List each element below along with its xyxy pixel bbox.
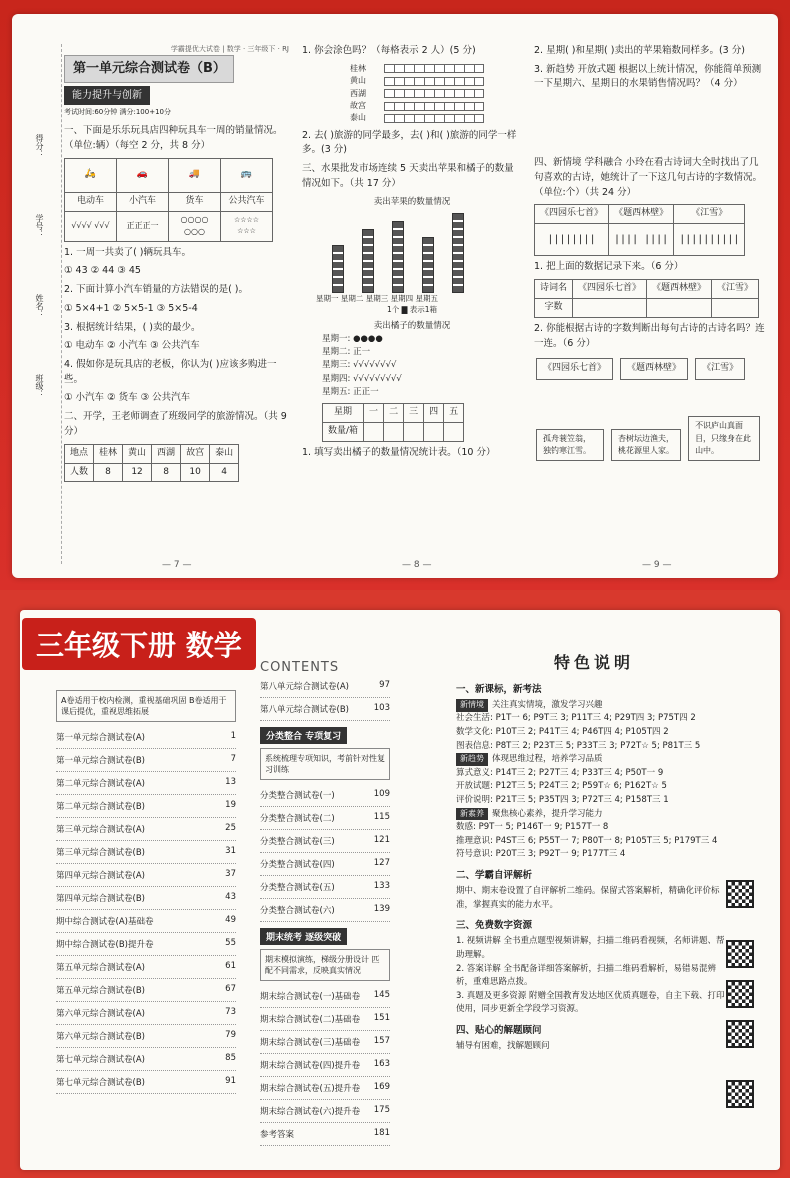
travel-cell: 12 <box>123 463 152 482</box>
toy-tally: 正正正一 <box>117 211 169 241</box>
toc-row[interactable] <box>260 1008 390 1031</box>
p8-sub-q3: 1. 填写卖出橘子的数量情况统计表。（10 分） <box>302 446 496 458</box>
toc-entry-title: 期末综合测试卷(三)基础卷 <box>260 1038 361 1048</box>
toc-entry-page: 37 <box>225 869 236 879</box>
toc-class-list <box>260 784 390 922</box>
feat-tag: 新情境 <box>456 699 488 712</box>
toc-entry-page: 169 <box>373 1082 390 1092</box>
toc-entry-title: 第七单元综合测试卷(A) <box>56 1055 145 1065</box>
toc-entry-title: 分类整合测试卷(五) <box>260 883 335 893</box>
travel-header: 西湖 <box>152 444 181 463</box>
toc-entry-title: 期中综合测试卷(A)基础卷 <box>56 917 154 927</box>
question-4: 四、新情境 学科融合 小玲在看古诗词大全时找出了几句喜欢的古诗，她统计了一下这几句古诗的字数情况。（单位:个）（共 24 分） <box>534 157 763 198</box>
toc-row[interactable] <box>56 841 236 864</box>
toc-entry-page: 49 <box>225 915 236 925</box>
toc-row[interactable] <box>260 1054 390 1077</box>
toc-entry-page: 175 <box>373 1105 390 1115</box>
apple-bar <box>452 213 464 293</box>
sub-q3-options: ① 电动车 ② 小汽车 ③ 公共汽车 <box>64 340 200 352</box>
question-2: 二、开学，王老师调查了班级同学的旅游情况。（共 9 分） <box>64 411 287 437</box>
exam-spread <box>12 14 778 578</box>
toy-tally: ○○○○ ○○○ <box>169 211 221 241</box>
feat-line <box>456 726 732 740</box>
qr-code-icon[interactable] <box>726 940 754 968</box>
orange-line: 星期五: 正正一 <box>322 386 379 397</box>
toc-row[interactable] <box>56 1002 236 1025</box>
toc-entry-page: 91 <box>225 1076 236 1086</box>
toc-entry-page: 97 <box>379 680 390 690</box>
header-small: 学霸提优大试卷 | 数学 · 三年级下 · RJ <box>170 45 289 53</box>
feat-item: 2. 答案详解 全书配备详细答案解析，扫描二维码看解析，易错易混辨析，重难思路点拨。 <box>456 963 717 988</box>
toc-entry-title: 第八单元综合测试卷(B) <box>260 705 349 715</box>
record-header: 《江雪》 <box>712 279 759 298</box>
toc-entry-title: 第四单元综合测试卷(A) <box>56 871 145 881</box>
toc-entry-page: 13 <box>225 777 236 787</box>
orange-line: 星期四: √√√√√√√√√ <box>322 373 402 384</box>
travel-cell: 10 <box>181 463 210 482</box>
travel-header: 黄山 <box>123 444 152 463</box>
toc-entry-title: 分类整合测试卷(三) <box>260 837 335 847</box>
toc-entry-title: 第五单元综合测试卷(A) <box>56 963 145 973</box>
electric-car-icon: 🛵 <box>65 158 117 192</box>
poem-tally: |||| |||| <box>609 224 674 256</box>
travel-cell: 8 <box>152 463 181 482</box>
toc-row[interactable] <box>260 807 390 830</box>
toc-entry-page: 55 <box>225 938 236 948</box>
toc-row[interactable] <box>56 818 236 841</box>
car-icon: 🚗 <box>117 158 169 192</box>
orange-cell: 数量/箱 <box>323 422 364 441</box>
place-label: 故宫 <box>350 100 366 110</box>
toc-entry-page: 121 <box>373 835 390 845</box>
page-7 <box>64 44 289 486</box>
p9-sub-q4: 2. 你能根据古诗的字数判断出每句古诗的古诗名吗？连一连。（6 分） <box>534 322 765 349</box>
orange-cell[interactable] <box>444 422 464 441</box>
qr-code-icon[interactable] <box>726 980 754 1008</box>
toc-entry-page: 133 <box>373 881 390 891</box>
travel-cell: 4 <box>210 463 239 482</box>
qr-code-icon[interactable] <box>726 880 754 908</box>
toc-entry-page: 19 <box>225 800 236 810</box>
toc-row[interactable] <box>260 698 390 721</box>
orange-line: 星期三: √√√√√√√√ <box>322 360 397 371</box>
toc-entry-page: 163 <box>373 1059 390 1069</box>
verse-options <box>534 413 766 464</box>
feat-line <box>456 808 732 822</box>
qr-code-icon[interactable] <box>726 1080 754 1108</box>
toy-tally: ☆☆☆☆ ☆☆☆ <box>221 211 273 241</box>
toc-entry-title: 第四单元综合测试卷(B) <box>56 894 145 904</box>
orange-cell[interactable] <box>424 422 444 441</box>
poem-tally: |||||||||| <box>674 224 745 256</box>
sub-q1: 1. 一周一共卖了( )辆玩具车。 <box>64 246 192 258</box>
p9-sub-q1: 2. 星期( )和星期( )卖出的苹果箱数同样多。(3 分) <box>534 45 745 56</box>
toc-row[interactable] <box>260 830 390 853</box>
toc-mid-column <box>260 660 390 1146</box>
grid-row[interactable] <box>384 89 484 98</box>
feat-heading-2: 二、学霸自评解析 <box>456 869 533 881</box>
poem-tally: |||||||| <box>535 224 609 256</box>
class-note: 系统梳理专项知识，考前针对性复习训练 <box>260 748 390 780</box>
record-cell[interactable] <box>712 298 759 317</box>
toc-entry-title: 第五单元综合测试卷(B) <box>56 986 145 996</box>
toc-entry-title: 分类整合测试卷(六) <box>260 906 335 916</box>
toc-entry-title: 第三单元综合测试卷(B) <box>56 848 145 858</box>
feat-line-text: 算式意义: P14T三 2; P27T三 4; P33T三 4; P50T一 9 <box>456 767 664 778</box>
grid-row[interactable] <box>384 102 484 111</box>
feat-line <box>456 699 732 713</box>
toc-entry-title: 分类整合测试卷(二) <box>260 814 335 824</box>
toc-entry-title: 期末综合测试卷(一)基础卷 <box>260 992 361 1002</box>
sub-q2-options: ① 5×4+1 ② 5×5-1 ③ 5×5-4 <box>64 302 198 314</box>
p8-sub-q2: 2. 去( )旅游的同学最多，去( )和( )旅游的同学一样多。(3 分) <box>302 129 517 156</box>
toc-entry-page: 43 <box>225 892 236 902</box>
record-header: 《题西林壁》 <box>647 279 712 298</box>
side-score-label: 得分： <box>35 134 44 158</box>
toc-entry-page: 7 <box>230 754 236 764</box>
toc-row[interactable] <box>56 956 236 979</box>
toc-entry-title: 分类整合测试卷(一) <box>260 791 335 801</box>
ab-note: A卷适用于校内检测，重视基础巩固 B卷适用于课后提优，重视思维拓展 <box>56 690 236 722</box>
toc-entry-page: 67 <box>225 984 236 994</box>
toc-row[interactable] <box>260 985 390 1008</box>
toc-entry-page: 25 <box>225 823 236 833</box>
toc-entry-title: 期末综合测试卷(二)基础卷 <box>260 1015 361 1025</box>
record-header: 诗词名 <box>535 279 573 298</box>
place-label: 桂林 <box>350 63 366 73</box>
toc-row[interactable] <box>56 795 236 818</box>
place-label: 西湖 <box>350 88 366 98</box>
toy-table <box>64 158 273 242</box>
place-label: 黄山 <box>350 76 366 86</box>
grid-row[interactable] <box>384 114 484 123</box>
qr-code-icon[interactable] <box>726 1020 754 1048</box>
toc-row[interactable] <box>56 864 236 887</box>
poem-name: 《江雪》 <box>674 205 745 224</box>
record-cell[interactable] <box>573 298 647 317</box>
toc-mid-top-list <box>260 675 390 721</box>
binding-sidebar <box>26 44 62 564</box>
side-name-label: 姓名： <box>35 294 44 318</box>
toc-entry-page: 115 <box>373 812 390 822</box>
travel-header: 桂林 <box>94 444 123 463</box>
travel-header: 故宫 <box>181 444 210 463</box>
toc-row[interactable] <box>260 1077 390 1100</box>
poem-name: 《四园乐七首》 <box>535 205 609 224</box>
travel-table <box>64 444 239 483</box>
exam-title: 第一单元综合测试卷（B） <box>64 55 234 83</box>
page-number: — 8 — <box>402 560 432 570</box>
feat-line <box>456 821 732 835</box>
apple-bar-chart <box>322 213 522 293</box>
toc-entry-page: 61 <box>225 961 236 971</box>
toc-row[interactable] <box>56 910 236 933</box>
travel-header: 地点 <box>65 444 94 463</box>
travel-header: 泰山 <box>210 444 239 463</box>
poem-name: 《题西林壁》 <box>609 205 674 224</box>
color-grid <box>350 63 522 125</box>
poem-option[interactable]: 《题西林壁》 <box>620 358 688 380</box>
toc-entry-title: 期末综合测试卷(四)提升卷 <box>260 1061 361 1071</box>
toc-entry-title: 第二单元综合测试卷(B) <box>56 802 145 812</box>
toc-entry-title: 第七单元综合测试卷(B) <box>56 1078 145 1088</box>
poem-tally-table <box>534 204 745 256</box>
sub-q1-options: ① 43 ② 44 ③ 45 <box>64 265 141 277</box>
orange-header: 二 <box>384 404 404 423</box>
toc-row[interactable] <box>56 1048 236 1071</box>
feat-item: 3. 真题及更多资源 附赠全国教育发达地区优质真题卷，自主下载、打印使用，同步更新全学段学习资源。 <box>456 990 725 1015</box>
orange-cell[interactable] <box>384 422 404 441</box>
toc-entry-title: 第六单元综合测试卷(B) <box>56 1032 145 1042</box>
feat-line-text: 数感: P9T一 5; P146T一 9; P157T一 8 <box>456 822 609 833</box>
toc-row[interactable] <box>56 979 236 1002</box>
truck-icon: 🚚 <box>169 158 221 192</box>
exam-meta: 考试时间:60分钟 满分:100+10分 <box>64 108 171 117</box>
toc-row[interactable] <box>260 1100 390 1123</box>
feat-line <box>456 740 732 754</box>
toc-row[interactable] <box>56 726 236 749</box>
final-note: 期末模拟演练，梯级分册设计 匹配不同需求，反映真实情况 <box>260 949 390 981</box>
apple-bar <box>362 229 374 293</box>
bottom-preview-panel <box>0 590 790 1178</box>
toc-row[interactable] <box>56 933 236 956</box>
toc-row[interactable] <box>260 853 390 876</box>
grade-subject-title: 三年级下册 数学 <box>22 618 256 670</box>
toc-row[interactable] <box>260 876 390 899</box>
exam-subtitle: 能力提升与创新 <box>64 86 150 106</box>
feat-tag: 新素养 <box>456 808 488 821</box>
orange-header: 五 <box>444 404 464 423</box>
toc-row[interactable] <box>56 772 236 795</box>
toc-entry-page: 31 <box>225 846 236 856</box>
feat-tag: 新趋势 <box>456 753 488 766</box>
toc-entry-title: 第二单元综合测试卷(A) <box>56 779 145 789</box>
sub-q3: 3. 根据统计结果，( )卖的最少。 <box>64 321 201 333</box>
sub-q4: 4. 假如你是玩具店的老板，你认为( )应该多购进一些。 <box>64 359 277 385</box>
poem-option[interactable]: 《四园乐七首》 <box>536 358 613 380</box>
toc-row[interactable] <box>56 887 236 910</box>
grid-row[interactable] <box>384 77 484 86</box>
orange-cell[interactable] <box>364 422 384 441</box>
record-header: 《四园乐七首》 <box>573 279 647 298</box>
feat-line-text: 聚焦核心素养，提升学习能力 <box>492 808 603 819</box>
section-head-final: 期末统考 逐级突破 <box>260 928 347 945</box>
toc-row[interactable] <box>260 1123 390 1146</box>
toy-name: 公共汽车 <box>221 192 273 211</box>
feat-heading-1: 一、新课标，新考法 <box>456 683 542 695</box>
p9-sub-q2: 3. 新趋势 开放式题 根据以上统计情况，你能简单预测一下星期六、星期日的水果销售情况吗？（4 分） <box>534 63 762 90</box>
page-number: — 7 — <box>162 560 192 570</box>
poem-options <box>534 355 766 383</box>
toc-row[interactable] <box>56 1025 236 1048</box>
question-3: 三、水果批发市场连续 5 天卖出苹果和橘子的数量情况如下。（共 17 分） <box>302 163 514 189</box>
verse-option[interactable]: 不识庐山真面目，只缘身在此山中。 <box>688 416 760 461</box>
toc-entry-page: 151 <box>373 1013 390 1023</box>
toc-entry-page: 157 <box>373 1036 390 1046</box>
orange-title: 卖出橘子的数量情况 <box>373 320 451 331</box>
feat-line-text: 评价说明: P21T三 5; P35T四 3; P72T三 4; P158T三 1 <box>456 794 669 805</box>
contents-spread <box>20 610 780 1170</box>
toy-name: 电动车 <box>65 192 117 211</box>
side-id-label: 学号： <box>35 214 44 238</box>
orange-header: 四 <box>424 404 444 423</box>
feat-item: 1. 视频讲解 全书重点题型视频讲解，扫描二维码看视频，名师讲题、帮助理解。 <box>456 936 725 961</box>
features-column <box>456 650 732 1054</box>
grid-row[interactable] <box>384 64 484 73</box>
feat-text-4: 辅导有困难，找解题顾问 <box>456 1041 550 1052</box>
travel-cell: 人数 <box>65 463 94 482</box>
toc-row[interactable] <box>260 784 390 807</box>
contents-label: CONTENTS <box>260 660 340 675</box>
p8-sub-q1: 1. 你会涂色吗？（每格表示 2 人）(5 分) <box>302 45 476 56</box>
feat-line <box>456 835 732 849</box>
page-9 <box>534 44 766 464</box>
orange-line: 星期一: ●●●● <box>322 334 383 345</box>
toy-tally: √√√√ √√√ <box>65 211 117 241</box>
feat-heading-4: 四、贴心的解题顾问 <box>456 1025 542 1037</box>
toc-entry-page: 73 <box>225 1007 236 1017</box>
feat-line-text: 关注真实情境，激发学习兴趣 <box>492 699 603 710</box>
feat-line-text: 开放试题: P12T三 5; P24T三 2; P59T☆ 6; P162T☆ 5 <box>456 781 667 792</box>
apple-bar <box>392 221 404 293</box>
toc-row[interactable] <box>56 749 236 772</box>
orange-header: 三 <box>404 404 424 423</box>
feat-line-text: 体现思维过程，培养学习品质 <box>492 754 603 765</box>
orange-tally-list <box>322 333 522 399</box>
page-8 <box>302 44 522 465</box>
toc-entry-title: 期末综合测试卷(五)提升卷 <box>260 1084 361 1094</box>
question-1: 一、下面是乐乐玩具店四种玩具车一周的销量情况。（单位:辆）（每空 2 分，共 8 分） <box>64 125 283 152</box>
side-class-label: 班级： <box>35 374 44 398</box>
record-cell: 字数 <box>535 298 573 317</box>
feat-line <box>456 848 732 862</box>
poem-option[interactable]: 《江雪》 <box>695 358 745 380</box>
toc-entry-page: 109 <box>373 789 390 799</box>
toc-row[interactable] <box>260 899 390 922</box>
toc-entry-title: 期中综合测试卷(B)提升卷 <box>56 940 154 950</box>
orange-table <box>322 403 464 442</box>
toc-left-list <box>56 726 236 1094</box>
toc-entry-title: 分类整合测试卷(四) <box>260 860 335 870</box>
feat-line <box>456 712 732 726</box>
place-label: 泰山 <box>350 113 366 123</box>
toc-final-list <box>260 985 390 1146</box>
sub-q2: 2. 下面计算小汽车销量的方法错误的是( )。 <box>64 284 249 296</box>
toc-row[interactable] <box>260 675 390 698</box>
p9-sub-q3: 1. 把上面的数据记录下来。（6 分） <box>534 261 684 273</box>
toc-entry-title: 期末综合测试卷(六)提升卷 <box>260 1107 361 1117</box>
apple-chart-title: 卖出苹果的数量情况 <box>373 196 451 207</box>
toc-entry-title: 第一单元综合测试卷(B) <box>56 756 145 766</box>
toc-row[interactable] <box>260 1031 390 1054</box>
toc-row[interactable] <box>56 1071 236 1094</box>
sub-q4-options: ① 小汽车 ② 货车 ③ 公共汽车 <box>64 392 191 404</box>
toc-left-column <box>56 690 236 1094</box>
toc-entry-page: 1 <box>230 731 236 741</box>
feat-line <box>456 767 732 781</box>
feat-line-text: 推理意识: P4ST三 6; P55T一 7; P80T一 8; P105T三 5; P179T三 4 <box>456 835 718 846</box>
apple-bar <box>422 237 434 293</box>
section-head-class: 分类整合 专项复习 <box>260 727 347 744</box>
verse-option[interactable]: 杏树坛边渔夫，桃花源里人家。 <box>611 429 681 462</box>
feat-line-text: 社会生活: P1T一 6; P9T三 3; P11T三 4; P29T四 3; P75T四 2 <box>456 713 696 724</box>
bus-icon: 🚌 <box>221 158 273 192</box>
orange-header: 星期 <box>323 404 364 423</box>
toc-entry-title: 第一单元综合测试卷(A) <box>56 733 145 743</box>
toc-entry-title: 参考答案 <box>260 1130 295 1140</box>
toc-entry-title: 第八单元综合测试卷(A) <box>260 682 349 692</box>
feat-line-text: 数学文化: P10T三 2; P41T三 4; P46T四 4; P105T四 2 <box>456 726 669 737</box>
toc-entry-page: 145 <box>373 990 390 1000</box>
travel-cell: 8 <box>94 463 123 482</box>
feat-text-2: 期中、期末卷设置了自评解析二维码。保留式答案解析，精确化评价标准，掌握真实的能力水平。 <box>456 886 720 910</box>
apple-bar <box>332 245 344 293</box>
orange-header: 一 <box>364 404 384 423</box>
feat-lines <box>456 699 732 862</box>
verse-option[interactable]: 孤舟蓑笠翁，独钓寒江雪。 <box>536 429 604 462</box>
toc-entry-page: 139 <box>373 904 390 914</box>
feat-heading-3: 三、免费数字资源 <box>456 920 533 932</box>
toc-entry-page: 85 <box>225 1053 236 1063</box>
toc-entry-title: 第六单元综合测试卷(A) <box>56 1009 145 1019</box>
features-title: 特色说明 <box>553 653 634 672</box>
toy-name: 货车 <box>169 192 221 211</box>
toc-entry-page: 127 <box>373 858 390 868</box>
page-number: — 9 — <box>642 560 672 570</box>
record-cell[interactable] <box>647 298 712 317</box>
toc-entry-page: 103 <box>373 703 390 713</box>
feat-line <box>456 753 732 767</box>
orange-cell[interactable] <box>404 422 424 441</box>
record-table <box>534 279 759 318</box>
toc-entry-title: 第三单元综合测试卷(A) <box>56 825 145 835</box>
toc-entry-page: 181 <box>373 1128 390 1138</box>
feat-line <box>456 780 732 794</box>
feat-line <box>456 794 732 808</box>
feat-line-text: 图表信息: P8T三 2; P23T三 5; P33T三 3; P72T☆ 5; P81T三 5 <box>456 740 701 751</box>
toy-name: 小汽车 <box>117 192 169 211</box>
toc-entry-page: 79 <box>225 1030 236 1040</box>
apple-day-labels: 星期一 星期二 星期三 星期四 星期五 <box>316 293 439 303</box>
feat-line-text: 符号意识: P20T三 3; P92T一 9; P177T三 4 <box>456 849 626 860</box>
chart-legend: 1个 ▇ 表示1箱 <box>386 305 438 315</box>
orange-line: 星期二: 正一 <box>322 347 371 358</box>
